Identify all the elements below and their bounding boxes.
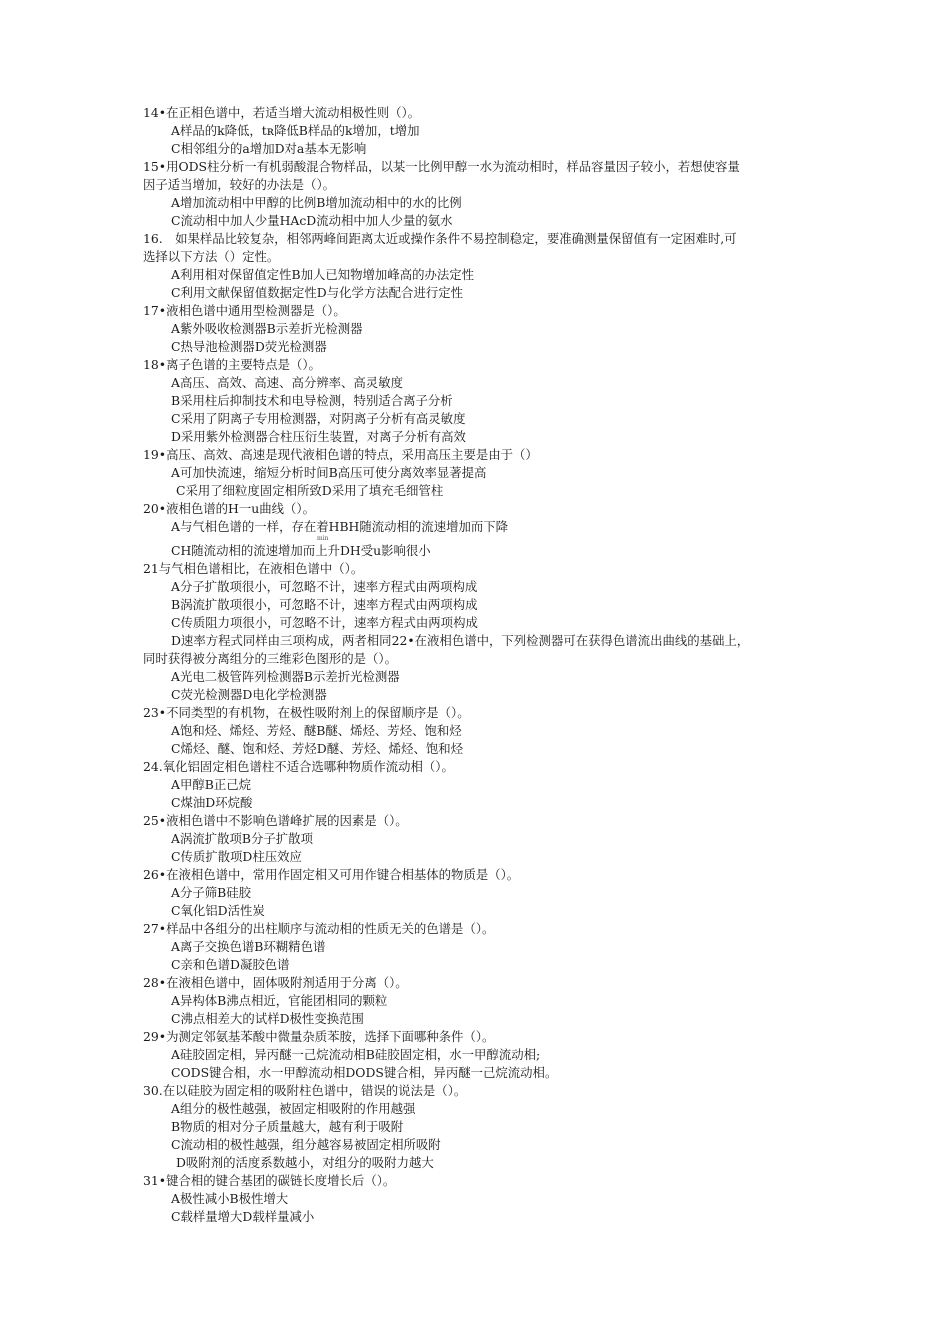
question-line: 15•用ODS柱分析一有机弱酸混合物样品，以某一比例甲醇一水为流动相时，样品容量因子较小，若想使容量 xyxy=(143,159,740,174)
question-line: 14•在正相色谱中，若适当增大流动相极性则（）。 xyxy=(143,105,421,120)
question-line: 31•键合相的键合基团的碳链长度增长后（）。 xyxy=(143,1173,396,1188)
option-line: C载样量增大D载样量减小 xyxy=(171,1209,315,1224)
question-line: 选择以下方法（）定性。 xyxy=(143,249,280,264)
option-line: A光电二极管阵列检测器B示差折光检测器 xyxy=(171,669,400,684)
option-line: D采用紫外检测器合柱压衍生装置，对离子分析有高效 xyxy=(171,429,466,444)
question-line: 21与气相色谱相比，在液相色谱中（）。 xyxy=(143,561,364,576)
option-line: C荧光检测器D电化学检测器 xyxy=(171,687,327,702)
question-line: 27•样品中各组分的出柱顺序与流动相的性质无关的色谱是（）。 xyxy=(143,921,495,936)
question-line: 28•在液相色谱中，固体吸附剂适用于分离（）。 xyxy=(143,975,408,990)
question-line: 23•不同类型的有机物，在极性吸附剂上的保留顺序是（）。 xyxy=(143,705,470,720)
option-line: C烯烃、醚、饱和烃、芳烃D醚、芳烃、烯烃、饱和烃 xyxy=(171,741,464,756)
question-line: 17•液相色谱中通用型检测器是（）。 xyxy=(143,303,346,318)
option-line: A高压、高效、高速、高分辨率、高灵敏度 xyxy=(171,375,403,390)
question-line: 26•在液相色谱中，常用作固定相又可用作键合相基体的物质是（）。 xyxy=(143,867,520,882)
option-line: A离子交换色谱B环糊精色谱 xyxy=(171,939,326,954)
question-line: 19•高压、高效、高速是现代液相色谱的特点，采用高压主要是由于（） xyxy=(143,447,538,462)
subscript-note: min xyxy=(317,535,329,542)
question-line: 16. 如果样品比较复杂，相邻两峰间距离太近或操作条件不易控制稳定，要准确测量保留值有一定困难时,可 xyxy=(143,231,737,246)
option-line: C流动相的极性越强，组分越容易被固定相所吸附 xyxy=(171,1137,441,1152)
option-line: C沸点相差大的试样D极性变换范围 xyxy=(171,1011,364,1026)
option-line: D吸附剂的活度系数越小，对组分的吸附力越大 xyxy=(176,1155,434,1170)
option-line: C传质扩散项D柱压效应 xyxy=(171,849,302,864)
option-line: B涡流扩散项很小，可忽略不计，速率方程式由两项构成 xyxy=(171,597,478,612)
question-line: 25•液相色谱中不影响色谱峰扩展的因素是（）。 xyxy=(143,813,408,828)
option-line: A涡流扩散项B分子扩散项 xyxy=(171,831,313,846)
option-line: C采用了阴离子专用检测器，对阴离子分析有高灵敏度 xyxy=(171,411,466,426)
option-line: A分子筛B硅胶 xyxy=(171,885,252,900)
option-line: A甲醇B正己烷 xyxy=(171,777,252,792)
option-line: C氧化铝D活性炭 xyxy=(171,903,265,918)
option-line: B物质的相对分子质量越大，越有利于吸附 xyxy=(171,1119,404,1134)
option-line: C相邻组分的a增加D对a基本无影响 xyxy=(171,141,367,156)
option-line: A利用相对保留值定性B加人已知物增加峰高的办法定性 xyxy=(171,267,475,282)
question-line: 同时获得被分离组分的三维彩色图形的是（）。 xyxy=(143,651,398,666)
option-line: A样品的k降低，tʀ降低B样品的k增加，t增加 xyxy=(171,123,420,138)
option-line: C热导池检测器D荧光检测器 xyxy=(171,339,327,354)
question-line: 29•为测定邻氨基苯酸中微量杂质苯胺，选择下面哪种条件（）。 xyxy=(143,1029,495,1044)
option-line: B采用柱后抑制技术和电导检测，特别适合离子分析 xyxy=(171,393,453,408)
option-line: A可加快流速，缩短分析时间B高压可使分离效率显著提高 xyxy=(171,465,487,480)
option-line: A分子扩散项很小，可忽略不计，速率方程式由两项构成 xyxy=(171,579,478,594)
option-line: C利用文献保留值数据定性D与化学方法配合进行定性 xyxy=(171,285,464,300)
option-line: C采用了细粒度固定相所致D采用了填充毛细管柱 xyxy=(176,483,444,498)
option-line: A紫外吸收检测器B示差折光检测器 xyxy=(171,321,363,336)
option-line: D速率方程式同样由三项构成，两者相同22•在液相色谱中，下列检测器可在获得色谱流出曲线的基础上， xyxy=(171,633,750,648)
question-line: 20•液相色谱的H一u曲线（）。 xyxy=(143,501,315,516)
option-line: C煤油D环烷酸 xyxy=(171,795,253,810)
option-line: A组分的极性越强，被固定相吸附的作用越强 xyxy=(171,1101,416,1116)
option-line: A增加流动相中甲醇的比例B增加流动相中的水的比例 xyxy=(171,195,462,210)
option-line: A与气相色谱的一样，存在着HBH随流动相的流速增加而下降 xyxy=(171,519,509,534)
option-line: CODS键合相，水一甲醇流动相DODS键合相，异丙醚一己烷流动相。 xyxy=(171,1065,558,1080)
option-line: CH随流动相的流速增加而上升DH受u影响很小 xyxy=(171,543,431,558)
option-line: C传质阻力项很小，可忽略不计，速率方程式由两项构成 xyxy=(171,615,478,630)
question-line: 30.在以硅胶为固定相的吸附柱色谱中，错误的说法是（）。 xyxy=(143,1083,467,1098)
option-line: C流动相中加人少量HAcD流动相中加人少量的氨水 xyxy=(171,213,453,228)
question-list xyxy=(143,104,823,1226)
option-line: C亲和色谱D凝胶色谱 xyxy=(171,957,290,972)
question-line: 24.氧化铝固定相色谱柱不适合选哪种物质作流动相（）。 xyxy=(143,759,454,774)
option-line: A异构体B沸点相近，官能团相同的颗粒 xyxy=(171,993,388,1008)
option-line: A饱和烃、烯烃、芳烃、醚B醚、烯烃、芳烃、饱和烃 xyxy=(171,723,462,738)
question-line: 因子适当增加，较好的办法是（）。 xyxy=(143,177,336,192)
option-line: A硅胶固定相，异丙醚一己烷流动相B硅胶固定相，水一甲醇流动相; xyxy=(171,1047,541,1062)
question-line: 18•离子色谱的主要特点是（）。 xyxy=(143,357,321,372)
option-line: A极性减小B极性增大 xyxy=(171,1191,289,1206)
